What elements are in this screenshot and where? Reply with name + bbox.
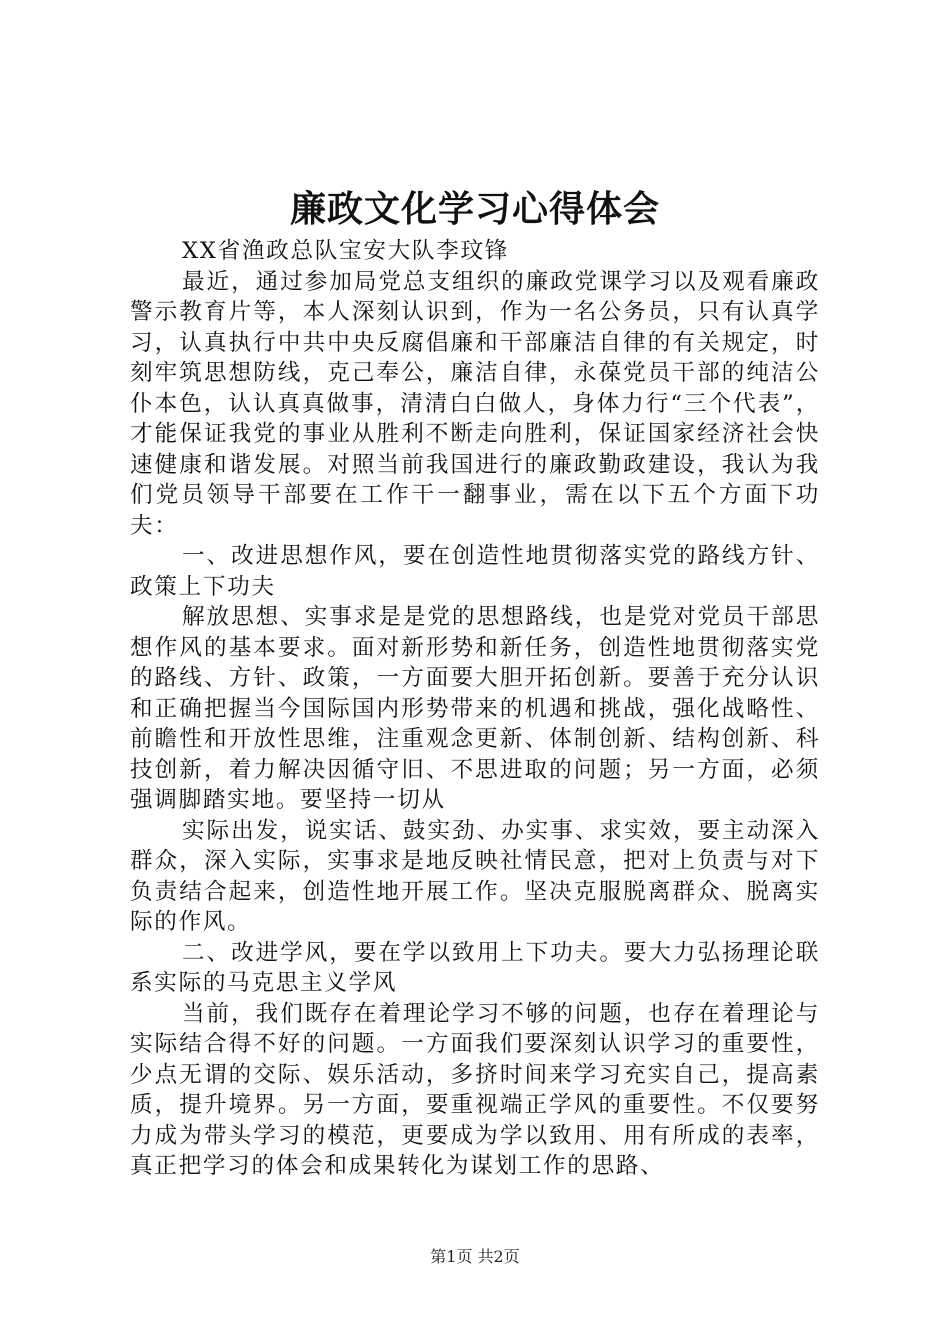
paragraph-point-one-continued: 实际出发，说实话、鼓实劲、办实事、求实效，要主动深入群众，深入实际，实事求是地反映社情民意，把对上负责与对下负责结合起来，创造性地开展工作。坚决克服脱离群众、脱离实际的作风。: [130, 817, 820, 935]
author-line: XX省渔政总队宝安大队李玟锋: [182, 238, 510, 264]
paragraph-point-one: 解放思想、实事求是是党的思想路线，也是党对党员干部思想作风的基本要求。面对新形势和新任务，创造性地贯彻落实党的路线、方针、政策，一方面要大胆开拓创新。要善于充分认识和正确把握当今国际国内形势带来的机遇和挑战，强化战略性、前瞻性和开放性思维，注重观念更新、体制创新、结构创新、科技创新，着力解决因循守旧、不思进取的问题；另一方面，必须强调脚踏实地。要坚持一切从: [130, 604, 820, 813]
page-footer: 第1页 共2页: [430, 1247, 520, 1266]
paragraph-intro: 最近，通过参加局党总支组织的廉政党课学习以及观看廉政警示教育片等，本人深刻认识到，作为一名公务员，只有认真学习，认真执行中共中央反腐倡廉和干部廉洁自律的有关规定，时刻牢筑思想防线，克己奉公，廉洁自律，永葆党员干部的纯洁公仆本色，认认真真做事，清清白白做人，身体力行“三个代表”，才能保证我党的事业从胜利不断走向胜利，保证国家经济社会快速健康和谐发展。对照当前我国进行的廉政勤政建设，我认为我们党员领导干部要在工作干一翻事业，需在以下五个方面下功夫：: [130, 268, 820, 539]
heading-point-two: 二、改进学风，要在学以致用上下功夫。要大力弘扬理论联系实际的马克思主义学风: [130, 939, 820, 996]
document-body: [130, 236, 820, 1182]
heading-point-one: 一、改进思想作风，要在创造性地贯彻落实党的路线方针、政策上下功夫: [130, 543, 820, 600]
paragraph-point-two: 当前，我们既存在着理论学习不够的问题，也存在着理论与实际结合得不好的问题。一方面我们要深刻认识学习的重要性，少点无谓的交际、娱乐活动，多挤时间来学习充实自己，提高素质，提升境界。另一方面，要重视端正学风的重要性。不仅要努力成为带头学习的模范，更要成为学以致用、用有所成的表率，真正把学习的体会和成果转化为谋划工作的思路、: [130, 1000, 820, 1179]
document-title: 廉政文化学习心得体会: [289, 188, 660, 230]
